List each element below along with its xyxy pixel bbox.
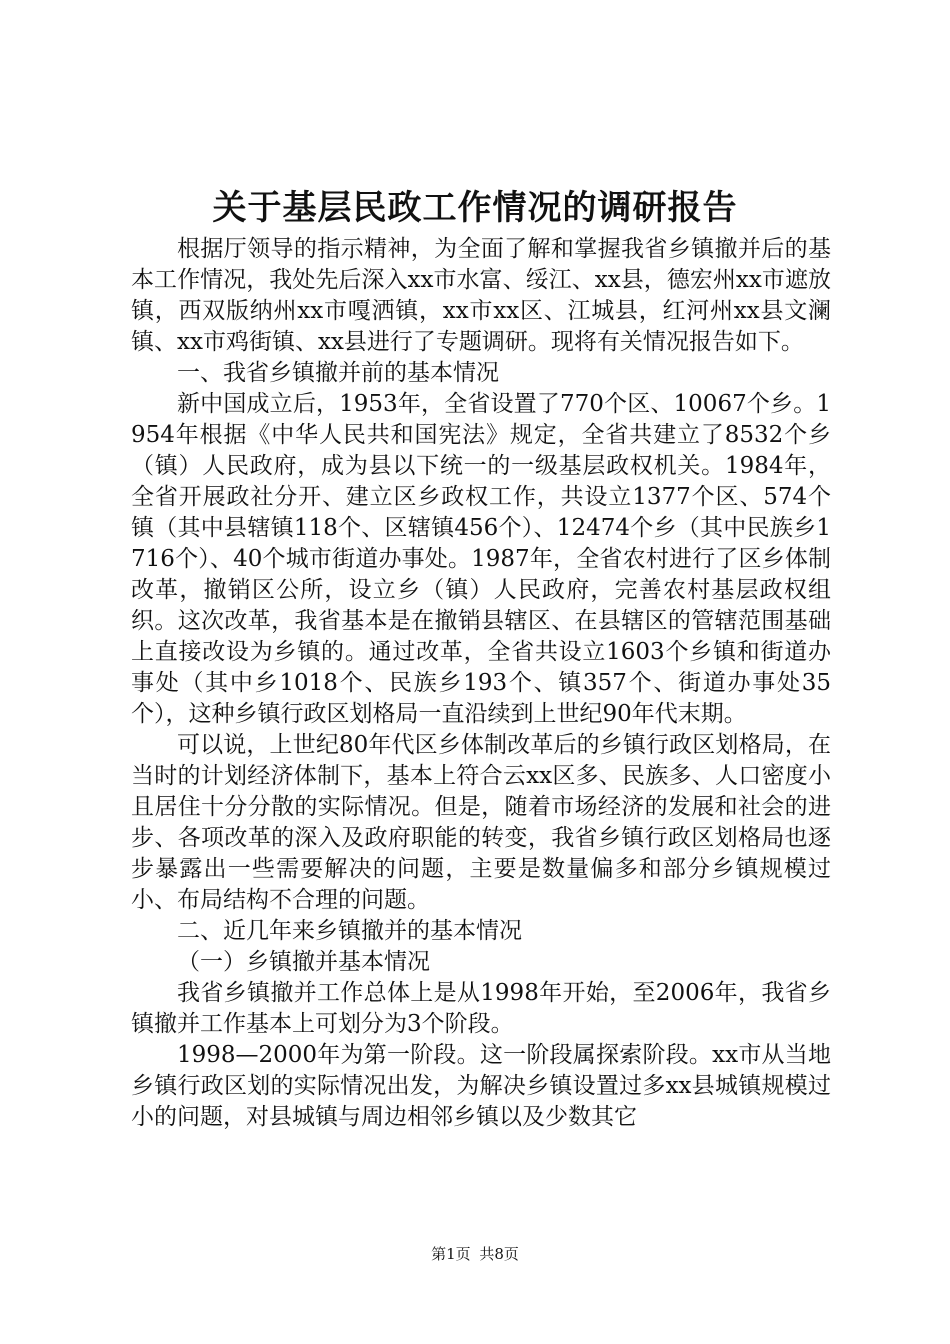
document-body: [131, 234, 831, 1133]
paragraph-stage-one: 1998—2000年为第一阶段。这一阶段属探索阶段。xx市从当地乡镇行政区划的实际情况出发，为解决乡镇设置过多xx县城镇规模过小的问题，对县城镇与周边相邻乡镇以及少数其它: [131, 1042, 831, 1130]
paragraph-history: 新中国成立后，1953年，全省设置了770个区、10067个乡。1954年根据《中华人民共和国宪法》规定，全省共建立了8532个乡（镇）人民政府，成为县以下统一的一级基层政权机关。1984年，全省开展政社分开、建立区乡政权工作，共设立1377个区、574个镇（其中县辖镇118个、区辖镇456个）、12474个乡（其中民族乡1716个）、40个城市街道办事处。1987年，全省农村进行了区乡体制改革，撤销区公所，设立乡（镇）人民政府，完善农村基层政权组织。这次改革，我省基本是在撤销县辖区、在县辖区的管辖范围基础上直接改设为乡镇的。通过改革，全省共设立1603个乡镇和街道办事处（其中乡1018个、民族乡193个、镇357个、街道办事处35个），这种乡镇行政区划格局一直沿续到上世纪90年代末期。: [131, 391, 831, 727]
paragraph-analysis: 可以说，上世纪80年代区乡体制改革后的乡镇行政区划格局，在当时的计划经济体制下，基本上符合云xx区多、民族多、人口密度小且居住十分分散的实际情况。但是，随着市场经济的发展和社会的进步、各项改革的深入及政府职能的转变，我省乡镇行政区划格局也逐步暴露出一些需要解决的问题，主要是数量偏多和部分乡镇规模过小、布局结构不合理的问题。: [131, 732, 831, 913]
paragraph-intro: 根据厅领导的指示精神，为全面了解和掌握我省乡镇撤并后的基本工作情况，我处先后深入xx市水富、绥江、xx县，德宏州xx市遮放镇，西双版纳州xx市嘎洒镇，xx市xx区、江城县，红河州xx县文澜镇、xx市鸡街镇、xx县进行了专题调研。现将有关情况报告如下。: [131, 236, 831, 355]
page-number: 第1页: [431, 1245, 471, 1263]
paragraph-stages: 我省乡镇撤并工作总体上是从1998年开始，至2006年，我省乡镇撤并工作基本上可划分为3个阶段。: [131, 980, 831, 1037]
page-footer: [0, 1244, 950, 1264]
section-heading-2: 二、近几年来乡镇撤并的基本情况: [177, 918, 522, 944]
page-total: 共8页: [479, 1245, 519, 1263]
subsection-heading-1: （一）乡镇撤并基本情况: [177, 949, 430, 975]
document-title: 关于基层民政工作情况的调研报告: [212, 188, 738, 228]
section-heading-1: 一、我省乡镇撤并前的基本情况: [177, 360, 499, 386]
